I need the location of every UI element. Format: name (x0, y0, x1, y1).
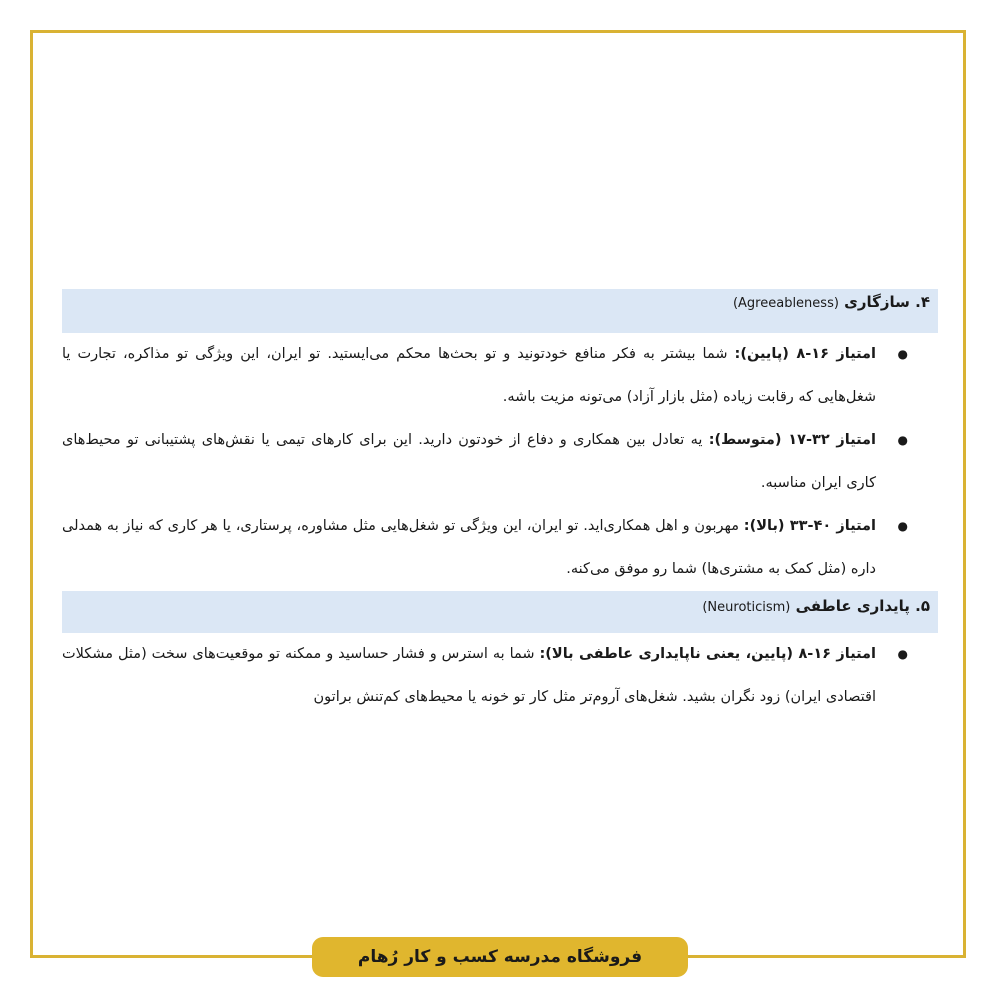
store-footer-badge (312, 937, 688, 977)
score-description: مهربون و اهل همکاری‌اید. تو ایران، این ویژگی تو شغل‌هایی مثل مشاوره، پرستاری، یا هر کاری که نیاز به همدلی داره (مثل کمک به مشتری‌ها) شما رو موفق می‌کنه. (62, 518, 876, 577)
list-item (62, 333, 908, 419)
list-item (62, 419, 908, 505)
score-label: امتیاز ۱۶-۸ (پایین): (734, 346, 876, 362)
bullet-icon: ● (897, 347, 908, 361)
section-title-latin: (Agreeableness) (732, 296, 839, 311)
document-content (62, 289, 938, 719)
section-heading-agreeableness (62, 289, 938, 333)
section-title: ۵. پایداری عاطفی (795, 597, 930, 615)
score-description: یه تعادل بین همکاری و دفاع از خودتون دارید. این برای کارهای تیمی یا نقش‌های پشتیبانی تو محیط‌های کاری ایران مناسبه. (62, 432, 876, 491)
score-description: شما بیشتر به فکر منافع خودتونید و تو بحث‌ها محکم می‌ایستید. تو ایران، این ویژگی تو مذاکره، تجارت یا شغل‌هایی که رقابت زیاده (مثل بازار آزاد) می‌تونه مزیت باشه. (62, 346, 876, 405)
score-label: امتیاز ۱۶-۸ (پایین، یعنی ناپایداری عاطفی بالا): (539, 646, 876, 662)
score-list-neuroticism (62, 633, 908, 719)
section-title-latin: (Neuroticism) (702, 600, 791, 615)
list-item (62, 633, 908, 719)
section-title: ۴. سازگاری (844, 293, 930, 311)
score-list-agreeableness (62, 333, 908, 591)
section-heading-neuroticism (62, 591, 938, 633)
bullet-icon: ● (897, 433, 908, 447)
score-label: امتیاز ۴۰-۳۳ (بالا): (743, 518, 876, 534)
bullet-icon: ● (897, 519, 908, 533)
footer-label: فروشگاه مدرسه کسب و کار رُهام (357, 947, 643, 967)
list-item (62, 505, 908, 591)
score-description: شما به استرس و فشار حساسید و ممکنه تو موقعیت‌های سخت (مثل مشکلات اقتصادی ایران) زود نگران بشید. شغل‌های آروم‌تر مثل کار تو خونه یا محیط‌های کم‌تنش براتون (62, 646, 876, 705)
bullet-icon: ● (897, 647, 908, 661)
score-label: امتیاز ۳۲-۱۷ (متوسط): (708, 432, 876, 448)
